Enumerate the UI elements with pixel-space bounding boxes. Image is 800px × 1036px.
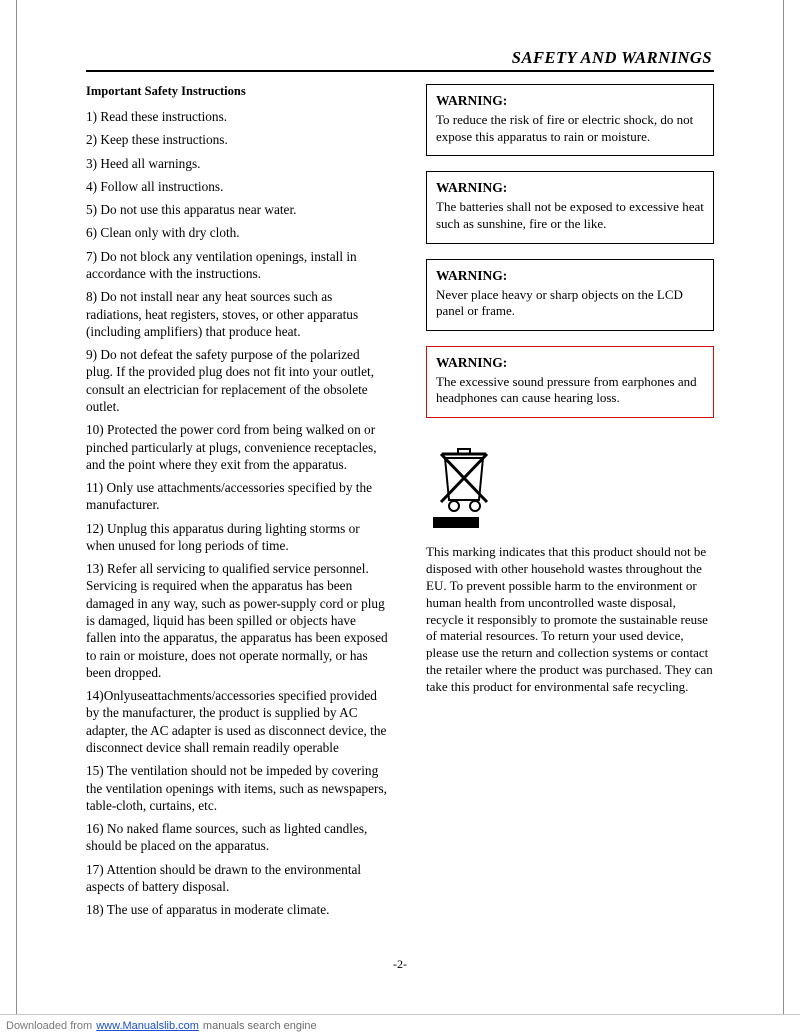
instruction-item: 11) Only use attachments/accessories specified by the manufacturer. — [86, 480, 373, 513]
warning-body: The batteries shall not be exposed to excessive heat such as sunshine, fire or the like. — [436, 199, 704, 231]
instruction-item: 9) Do not defeat the safety purpose of the polarized plug. If the provided plug does not fit into your outlet, consult an electrician for replacement of the obsolete outlet. — [86, 347, 375, 414]
weee-underline-bar — [433, 517, 479, 528]
page-header — [86, 48, 714, 72]
weee-disposal-text: This marking indicates that this product should not be disposed with other household wastes throughout the EU. To prevent possible harm to the environment or human health from uncontrolled waste disposal, recycle it responsibly to promote the sustainable reuse of material resources. To return your used device, please use the return and collection systems or contact the retailer where the product was purchased. They can take this product for environmental safe recycling. — [426, 544, 713, 695]
warning-box — [426, 171, 714, 243]
page-border-right — [783, 0, 784, 1036]
footer-engine-label: manuals search engine — [202, 1019, 317, 1032]
instruction-item: 15) The ventilation should not be impeded by covering the ventilation openings with items, such as newspapers, table-cloth, curtains, etc. — [86, 763, 387, 813]
instruction-item: 18) The use of apparatus in moderate climate. — [86, 902, 330, 918]
instruction-item: 12) Unplug this apparatus during lighting storms or when unused for long periods of time. — [86, 520, 360, 553]
warning-title: WARNING: — [436, 93, 508, 108]
footer-downloaded-label: Downloaded from — [6, 1019, 93, 1032]
warning-title: WARNING: — [436, 354, 508, 370]
warning-title: WARNING: — [436, 180, 508, 196]
warning-body: The excessive sound pressure from earphones and headphones can cause hearing loss. — [436, 373, 697, 406]
instruction-item: 16) No naked flame sources, such as lighted candles, should be placed on the apparatus. — [86, 821, 368, 854]
instruction-item: 10) Protected the power cord from being walked on or pinched particularly at plugs, convenience receptacles, and the point where they exit from the apparatus. — [86, 422, 377, 472]
instruction-item: 17) Attention should be drawn to the environmental aspects of battery disposal. — [86, 861, 362, 894]
instruction-item: 3) Heed all warnings. — [86, 155, 201, 171]
document-page — [86, 0, 714, 1036]
warning-box-highlighted — [426, 346, 714, 418]
warning-body: Never place heavy or sharp objects on the LCD panel or frame. — [436, 286, 683, 319]
instruction-item: 14)Onlyuseattachments/accessories specified provided by the manufacturer, the product is supplied by AC adapter, the AC adapter is used as disconnect device, the disconnect device shall remain readily operable — [86, 688, 387, 755]
safety-instructions-column — [86, 84, 388, 925]
instruction-item: 6) Clean only with dry cloth. — [86, 225, 240, 241]
warning-box — [426, 84, 714, 156]
instruction-item: 8) Do not install near any heat sources such as radiations, heat registers, stoves, or other apparatus (including amplifiers) that produce heat. — [86, 289, 359, 339]
header-divider — [86, 70, 714, 72]
instruction-item: 4) Follow all instructions. — [86, 178, 224, 194]
section-title: Important Safety Instructions — [86, 84, 246, 98]
instruction-item: 2) Keep these instructions. — [86, 132, 228, 148]
warning-title: WARNING: — [436, 267, 508, 283]
instruction-item: 5) Do not use this apparatus near water. — [86, 202, 297, 218]
page-number: -2- — [393, 957, 407, 971]
page-border-left — [16, 0, 17, 1036]
instruction-item: 1) Read these instructions. — [86, 109, 228, 124]
footer-bar — [0, 1014, 800, 1036]
instruction-item: 13) Refer all servicing to qualified service personnel. Servicing is required when the apparatus has been damaged in any way, such as power-supply cord or plug is damaged, liquid has been spilled or objects have fallen into the apparatus, the apparatus has been exposed to rain or moisture, does not operate normally, or has been dropped. — [86, 561, 388, 680]
crossed-out-wheeled-bin-icon — [433, 440, 497, 528]
page-title: SAFETY AND WARNINGS — [511, 48, 712, 67]
instruction-item: 7) Do not block any ventilation openings, install in accordance with the instructions. — [86, 248, 357, 281]
warning-box — [426, 259, 714, 331]
footer-source-link[interactable]: www.Manualslib.com — [96, 1019, 199, 1032]
warning-body: To reduce the risk of fire or electric shock, do not expose this apparatus to rain or moisture. — [436, 112, 694, 144]
warnings-column — [426, 84, 714, 696]
